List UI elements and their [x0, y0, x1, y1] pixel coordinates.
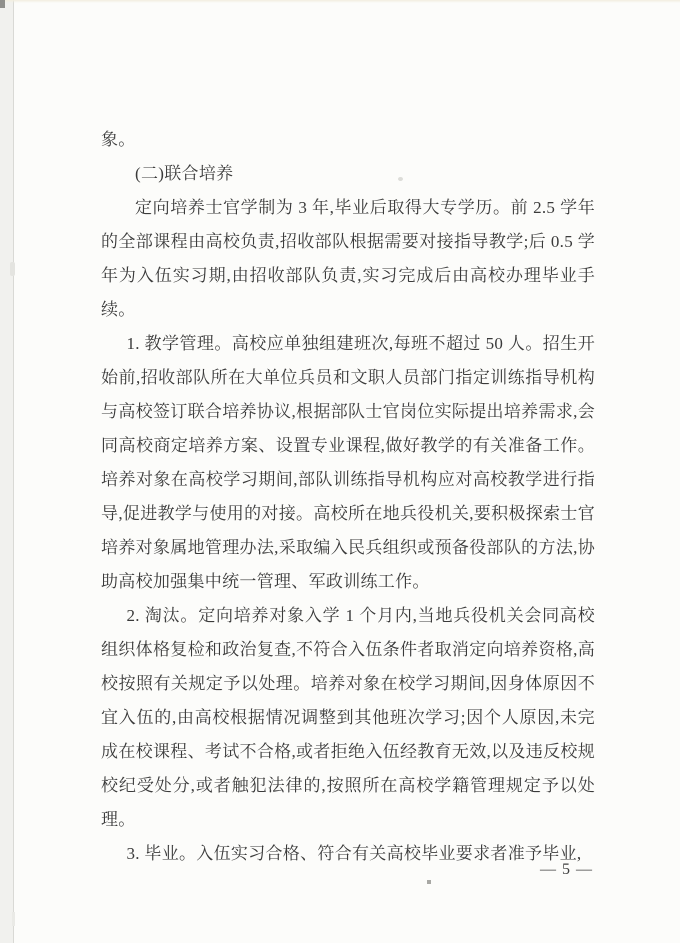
section-heading-joint-training: (二)联合培养: [135, 164, 234, 183]
paragraph-elimination: 2. 淘汰。定向培养对象入学 1 个月内,当地兵役机关会同高校组织体格复检和政治复查,不符合入伍条件者取消定向培养资格,高校按照有关规定予以处理。培养对象在校学习期间,因身体原因不宜入伍的,由高校根据情况调整到其他班次学习;因个人原因,未完成在校课程、考试不合格,或者拒绝入伍经教育无效,以及违反校规校纪受处分,或者触犯法律的,按照所在高校学籍管理规定予以处理。: [101, 606, 595, 829]
document-body: [101, 123, 595, 871]
paragraph-continuation: 象。: [101, 130, 136, 149]
paragraph-graduation: 3. 毕业。入伍实习合格、符合有关高校毕业要求者准予毕业,: [126, 844, 582, 863]
paragraph-teaching-management: 1. 教学管理。高校应单独组建班次,每班不超过 50 人。招生开始前,招收部队所在大单位兵员和文职人员部门指定训练指导机构与高校签订联合培养协议,根据部队士官岗位实际提出培养需求,会同高校商定培养方案、设置专业课程,做好教学的有关准备工作。培养对象在高校学习期间,部队训练指导机构应对高校教学进行指导,促进教学与使用的对接。高校所在地兵役机关,要积极探索士官培养对象属地管理办法,采取编入民兵组织或预备役部队的方法,协助高校加强集中统一管理、军政训练工作。: [101, 334, 595, 591]
scan-smudge-artifact: [10, 262, 15, 276]
scan-speck-artifact: [427, 880, 431, 884]
scan-corner-artifact: [0, 0, 5, 8]
scan-left-strip: [0, 0, 13, 943]
paragraph-program-overview: 定向培养士官学制为 3 年,毕业后取得大专学历。前 2.5 学年的全部课程由高校负责,招收部队根据需要对接指导教学;后 0.5 学年为入伍实习期,由招收部队负责,实习完成后由高校办理毕业手续。: [101, 198, 595, 319]
page-number: — 5 —: [540, 861, 593, 878]
scan-top-shading: [0, 0, 680, 3]
scan-edge-line: [13, 0, 14, 943]
scan-smudge-artifact-2: [12, 912, 15, 926]
